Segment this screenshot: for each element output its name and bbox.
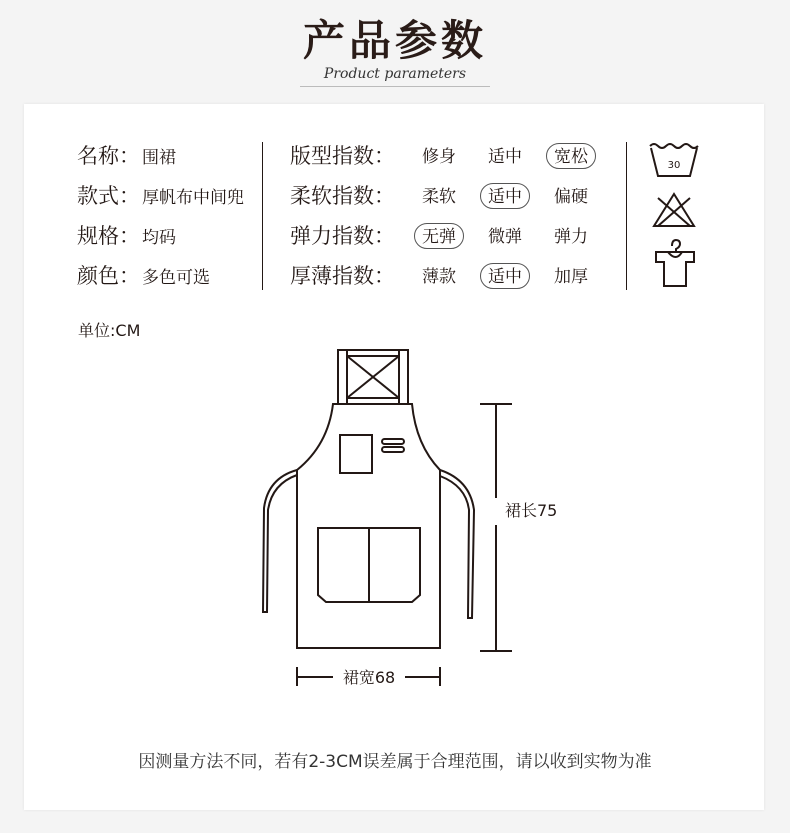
index-option: 修身 (422, 147, 456, 167)
spec-value: 均码 (142, 228, 176, 248)
page-title: 产品参数 (302, 16, 487, 65)
index-label: 弹力指数： (290, 224, 395, 248)
spec-label: 款式： (77, 184, 140, 208)
index-option: 适中 (488, 147, 522, 167)
index-option: 偏硬 (554, 187, 588, 207)
spec-value: 厚帆布中间兜 (142, 188, 244, 208)
index-option: 薄款 (422, 267, 456, 287)
unit-label: 单位:CM (78, 321, 141, 340)
index-label: 厚薄指数： (290, 264, 395, 288)
index-option-selected: 无弹 (414, 223, 464, 249)
spec-label: 名称： (77, 144, 140, 168)
index-option: 弹力 (554, 227, 588, 247)
index-label: 柔软指数： (290, 184, 395, 208)
index-option: 柔软 (422, 187, 456, 207)
index-option-selected: 适中 (480, 183, 530, 209)
apron-outline (263, 350, 474, 648)
spec-label: 规格： (77, 224, 140, 248)
length-label: 裙长75 (505, 501, 558, 520)
index-option: 加厚 (554, 267, 588, 287)
wash-temperature: 30 (667, 160, 681, 171)
index-option-selected: 适中 (480, 263, 530, 289)
measurement-note: 因测量方法不同，若有2-3CM误差属于合理范围，请以收到实物为准 (138, 752, 652, 772)
length-dimension (480, 404, 512, 651)
spec-value: 围裙 (142, 148, 176, 168)
index-label: 版型指数： (290, 144, 395, 168)
index-option-selected: 宽松 (546, 143, 596, 169)
spec-value: 多色可选 (142, 268, 210, 288)
width-label: 裙宽68 (342, 668, 396, 687)
page-subtitle: Product parameters (323, 66, 467, 82)
index-option: 微弹 (488, 227, 522, 247)
spec-label: 颜色： (77, 264, 140, 288)
